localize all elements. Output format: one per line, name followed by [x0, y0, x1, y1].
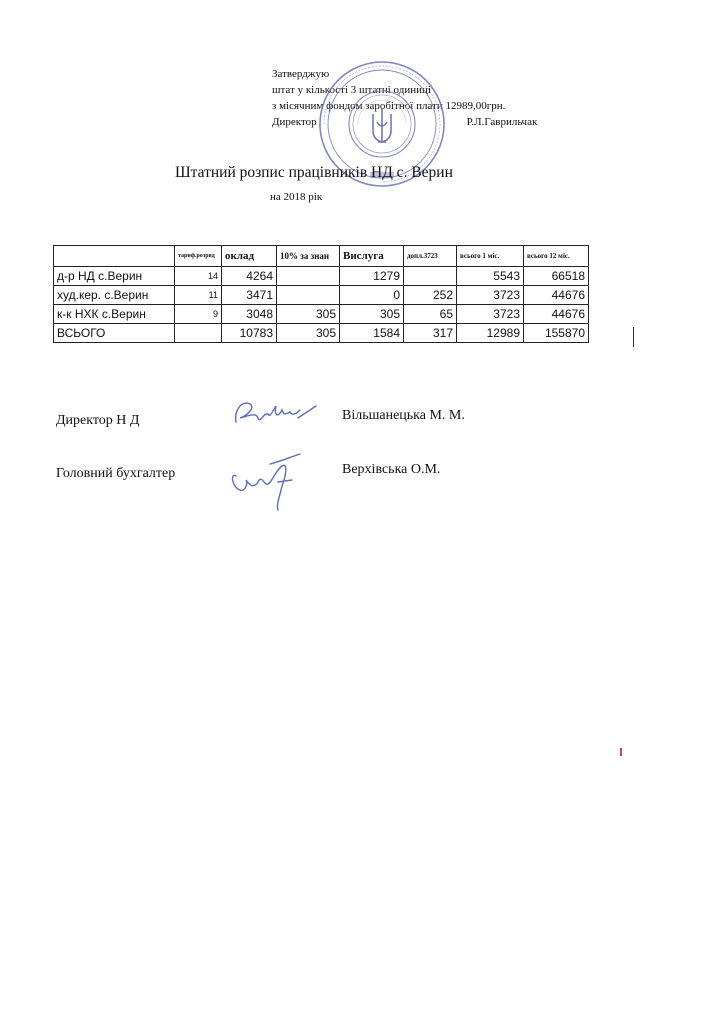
header-total-year: всього 12 міс.: [524, 246, 589, 267]
document-subtitle: на 2018 рік: [270, 191, 323, 203]
cell-total-month: 3723: [457, 286, 524, 305]
cell-total-year: 155870: [524, 324, 589, 343]
cell-total-month: 5543: [457, 267, 524, 286]
stray-mark: [620, 748, 622, 756]
cell-seniority: 1279: [340, 267, 404, 286]
table-row: [54, 286, 589, 305]
header-seniority: Вислуга: [340, 246, 404, 267]
cell-bonus: 305: [277, 324, 340, 343]
director-signature-icon: [228, 392, 320, 432]
cell-salary: 3048: [222, 305, 277, 324]
cell-position: к-к НХК с.Верин: [54, 305, 175, 324]
cell-total-year: 66518: [524, 267, 589, 286]
cell-bonus: [277, 286, 340, 305]
cell-position: худ.кер. с.Верин: [54, 286, 175, 305]
director-name: Вільшанецька М. М.: [342, 408, 465, 423]
approval-director-label: Директор: [272, 116, 317, 128]
cell-bonus: 305: [277, 305, 340, 324]
accountant-name: Верхівська О.М.: [342, 462, 441, 477]
margin-mark: [633, 327, 634, 347]
cell-grade: 11: [175, 286, 222, 305]
cell-position: д-р НД с.Верин: [54, 267, 175, 286]
cell-grade: [175, 324, 222, 343]
cell-allowance: 65: [404, 305, 457, 324]
cell-seniority: 305: [340, 305, 404, 324]
accountant-role: Головний бухгалтер: [56, 466, 176, 481]
cell-seniority: 1584: [340, 324, 404, 343]
cell-total-month: 12989: [457, 324, 524, 343]
cell-total-year: 44676: [524, 286, 589, 305]
approval-line-3: з місячним фондом заробітної плати 12989,00грн.: [272, 100, 506, 112]
cell-grade: 9: [175, 305, 222, 324]
approval-director-name: Р.Л.Гаврильчак: [466, 116, 538, 128]
table-total-row: [54, 324, 589, 343]
approval-line-1: Затверджую: [272, 68, 330, 80]
cell-salary: 4264: [222, 267, 277, 286]
table-row: [54, 267, 589, 286]
header-tariff-grade: тариф.розряд: [175, 246, 222, 267]
cell-salary: 3471: [222, 286, 277, 305]
document-title: Штатний розпис працівників НД с. Верин: [175, 164, 453, 181]
header-knowledge-bonus: 10% за знан: [277, 246, 340, 267]
header-salary: оклад: [222, 246, 277, 267]
cell-total-label: ВСЬОГО: [54, 324, 175, 343]
cell-allowance: [404, 267, 457, 286]
staff-table: [53, 245, 589, 343]
cell-allowance: 252: [404, 286, 457, 305]
cell-allowance: 317: [404, 324, 457, 343]
director-role: Директор Н Д: [56, 413, 140, 428]
cell-bonus: [277, 267, 340, 286]
table-row: [54, 305, 589, 324]
cell-total-year: 44676: [524, 305, 589, 324]
cell-seniority: 0: [340, 286, 404, 305]
accountant-signature-icon: [226, 446, 306, 512]
cell-grade: 14: [175, 267, 222, 286]
cell-salary: 10783: [222, 324, 277, 343]
approval-line-2: штат у кількості 3 штатні одиниці: [272, 84, 431, 96]
header-allowance: допл.3723: [404, 246, 457, 267]
table-header-row: [54, 246, 589, 267]
header-total-month: всього 1 міс.: [457, 246, 524, 267]
header-position: [54, 246, 175, 267]
cell-total-month: 3723: [457, 305, 524, 324]
